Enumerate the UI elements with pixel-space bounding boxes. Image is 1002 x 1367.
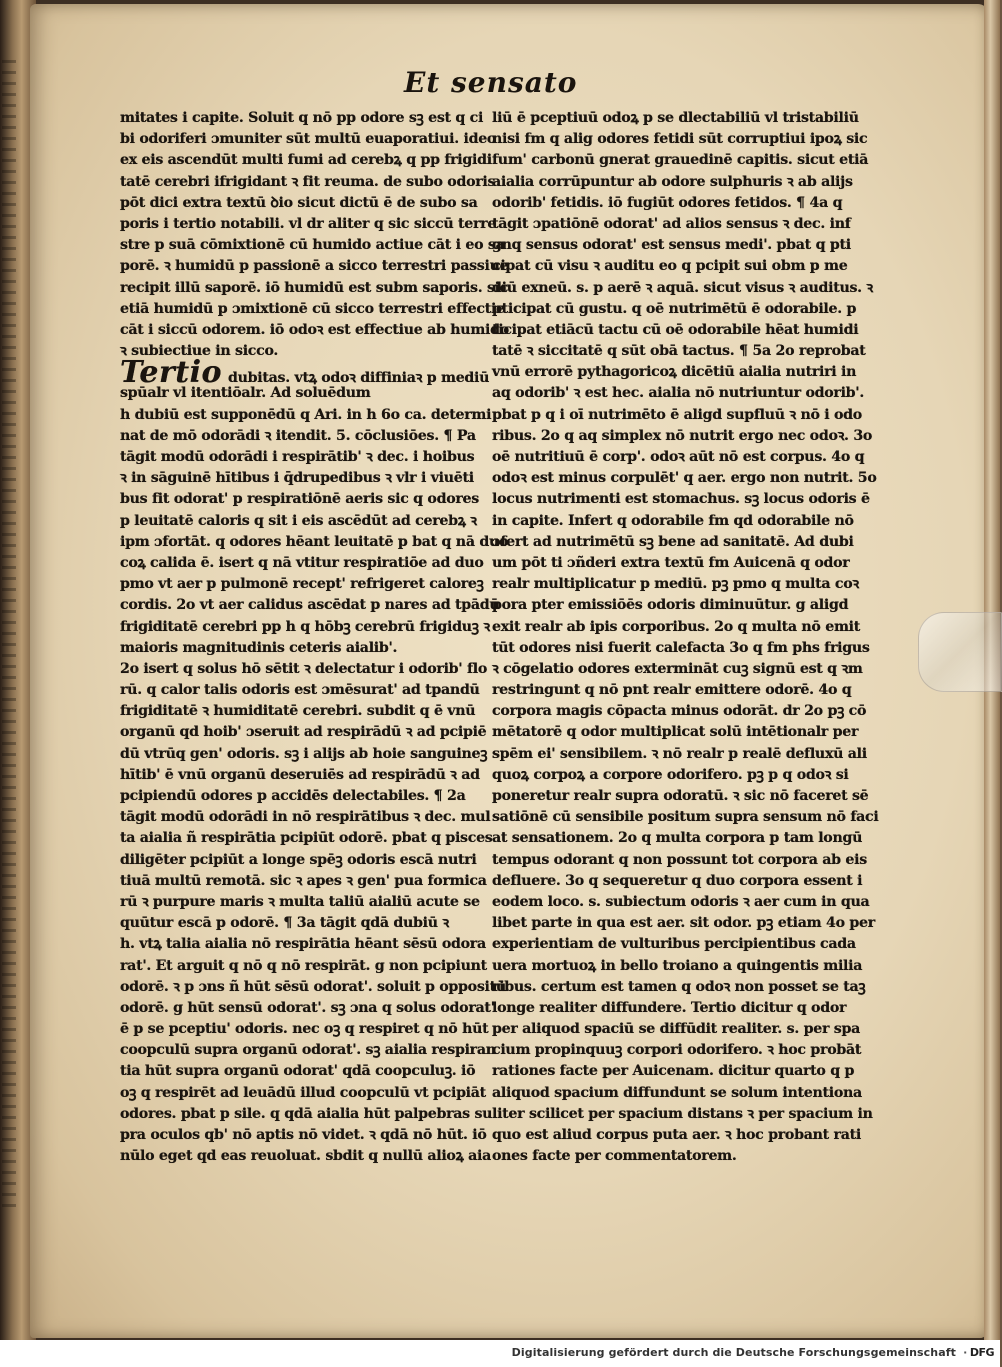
text-line: pticipat cū gustu. q oē nutrimētū ē odorabile. p bbox=[492, 300, 857, 317]
text-line: um pōt ti ɔñderi extra textū fm Auicenā q odor bbox=[492, 554, 850, 571]
text-line: liter scilicet per spacium distans ꝛ per spacium in bbox=[492, 1105, 873, 1122]
text-line: ē p se pceptiu' odoris. nec oꝫ q respiret q nō hūt bbox=[120, 1021, 489, 1038]
text-line: ribus. certum est tamen q odoꝛ non posset se taꝫ bbox=[492, 978, 866, 995]
text-line: ta aialia ñ respirātia pcipiūt odorē. pbat q pisces bbox=[120, 830, 493, 847]
text-line: eodem loco. s. subiectum odoris ꝛ aer cum in qua bbox=[492, 893, 870, 910]
text-line: tāgit modū odorādi i respirātib' ꝛ dec. i hoibus bbox=[120, 449, 475, 465]
text-line: libet parte in qua est aer. sit odor. pꝫ etiam 4o per bbox=[492, 915, 875, 932]
text-line: odores. pbat p sile. q qdā aialia hūt palpebras su bbox=[120, 1105, 493, 1122]
text-line: odorib' fetidis. iō fugiūt odores fetidos. ¶ 4a q bbox=[492, 194, 843, 211]
text-line: per aliquod spaciū se diffūdit realiter. s. per spa bbox=[492, 1021, 860, 1038]
right-text-column bbox=[492, 108, 879, 1167]
text-line: pra oculos qb' nō aptis nō videt. ꝛ qdā nō hūt. iō bbox=[120, 1127, 487, 1143]
text-line bbox=[120, 355, 490, 391]
text-line: ꝛ in sāguinē hītibus i q̄drupedibus ꝛ vlr i viuēti bbox=[120, 470, 474, 487]
text-line: cium propinquuꝫ corpori odorifero. ꝛ hoc probāt bbox=[492, 1042, 862, 1059]
text-line: oē nutritiuū ē corp'. odoꝛ aūt nō est corpus. 4o q bbox=[492, 449, 865, 465]
spine-text-edge bbox=[2, 60, 16, 1210]
text-line: corpora magis cōpacta minus odorāt. dr 2o pꝫ cō bbox=[492, 703, 867, 720]
text-line: rū. q calor talis odoris est ɔmēsurat' ad tpandū bbox=[120, 682, 480, 699]
text-line: pōt dici extra textū ꝺio sicut dictū ē de subo sa bbox=[120, 194, 478, 211]
text-line: pcipiendū odores p accidēs delectabiles. ¶ 2a bbox=[120, 788, 466, 804]
text-line: defluere. 3o q sequeretur q duo corpora essent i bbox=[492, 872, 863, 889]
left-text-column bbox=[120, 108, 509, 1167]
text-line: organū qd hoib' ɔseruit ad respirādū ꝛ ad pcipiē bbox=[120, 724, 487, 741]
text-line: odoꝛ est minus corpulēt' q aer. ergo non nutrit. 5o bbox=[492, 470, 877, 487]
line-text: dubitas. vtꝝ odoꝛ diffiniaꝛ p mediū bbox=[228, 370, 490, 387]
text-line: realr multiplicatur p mediū. pꝫ pmo q multa coꝛ bbox=[492, 576, 859, 593]
text-line: odorē. g hūt sensū odorat'. sꝫ ɔna q solus odorat' bbox=[120, 999, 495, 1016]
text-line: nūlo eget qd eas reuoluat. sbdit q nullū alioꝝ aia bbox=[120, 1148, 492, 1165]
text-line: mitates i capite. Soluit q nō pp odore sꝫ est q ci bbox=[120, 110, 484, 126]
footer-credit: Digitalisierung gefördert durch die Deutsche Forschungsgemeinschaft bbox=[511, 1346, 956, 1359]
text-line: tempus odorant q non possunt tot corpora ab eis bbox=[492, 851, 867, 868]
text-line: aq odorib' ꝛ est hec. aialia nō nutriuntur odorib'. bbox=[492, 385, 864, 402]
text-line: pbat p q i oī nutrimēto ē aligd supfluū ꝛ nō i odo bbox=[492, 406, 862, 423]
text-line: hītib' ē vnū organū deseruiēs ad respirādū ꝛ ad bbox=[120, 766, 480, 783]
text-line: ꝛ subiectiue in sicco. bbox=[120, 343, 279, 360]
text-line: tatē cerebri ifrigidant ꝛ fit reuma. de subo odoris bbox=[120, 173, 496, 190]
text-line: coꝝ calida ē. isert q nā vtitur respiratiōe ad duo bbox=[120, 554, 484, 571]
text-line: cāt i siccū odorem. iō odoꝛ est effectiue ab humido bbox=[120, 321, 509, 338]
text-line: aliquod spacium diffundunt se solum intentiona bbox=[492, 1084, 862, 1101]
text-line: rū ꝛ purpure maris ꝛ multa taliū aialiū acute se bbox=[120, 893, 480, 910]
text-line: diū exneū. s. p aerē ꝛ aquā. sicut visus ꝛ auditus. ꝛ bbox=[492, 279, 873, 296]
text-line: rat'. Et arguit q nō q nō respirāt. g non pcipiunt bbox=[120, 957, 487, 974]
text-line: ɔfert ad nutrimētū sꝫ bene ad sanitatē. Ad dubi bbox=[492, 533, 854, 550]
text-line: gnq sensus odorat' est sensus medi'. pbat q pti bbox=[492, 237, 851, 254]
text-line: porē. ꝛ humidū p passionē a sicco terrestri passiue bbox=[120, 258, 509, 275]
footer-separator: · bbox=[963, 1346, 967, 1359]
text-line: spūalr vl itentiōalr. Ad soluēdum bbox=[120, 385, 371, 402]
text-line: 2o isert q solus hō sētit ꝛ delectatur i odorib' flo bbox=[120, 660, 488, 677]
text-line: quūtur escā p odorē. ¶ 3a tāgit qdā dubiū ꝛ bbox=[120, 915, 449, 932]
text-line: odorē. ꝛ p ɔns ñ hūt sēsū odorat'. soluit p oppositū bbox=[120, 978, 506, 995]
text-line: ones facte per commentatorem. bbox=[492, 1148, 737, 1165]
text-line: pmo vt aer p pulmonē recept' refrigeret caloreꝫ bbox=[120, 576, 484, 593]
text-line: satiōnē cū sensibile positum supra sensum nō faci bbox=[492, 809, 879, 826]
text-line: dū vtrūq gen' odoris. sꝫ i alijs ab hoie sanguineꝫ bbox=[120, 745, 488, 762]
text-line: ticipat etiācū tactu cū oē odorabile hēat humidi bbox=[492, 321, 859, 338]
text-line: spēm ei' sensibilem. ꝛ nō realr p realē defluxū ali bbox=[492, 745, 867, 762]
text-line: nat de mō odorādi ꝛ itendit. 5. cōclusiōes. ¶ Pa bbox=[120, 427, 476, 444]
text-line: tāgit ɔpatiōnē odorat' ad alios sensus ꝛ dec. inf bbox=[492, 215, 851, 232]
text-line: stre p suā cōmixtionē cū humido actiue cāt i eo sa bbox=[120, 237, 505, 254]
text-line: vnū errorē pythagoricoꝝ dicētiū aialia nutriri in bbox=[492, 364, 857, 381]
text-line: oꝫ q respirēt ad leuādū illud coopculū vt pcipiāt bbox=[120, 1084, 486, 1101]
text-line: etiā humidū p ɔmixtionē cū sicco terrestri effectie bbox=[120, 300, 505, 317]
text-line: poris i tertio notabili. vl dr aliter q sic siccū terre bbox=[120, 215, 497, 232]
text-line: cordis. 2o vt aer calidus ascēdat p nares ad tpādū bbox=[120, 597, 500, 614]
text-line: locus nutrimenti est stomachus. sꝫ locus odoris ē bbox=[492, 491, 870, 508]
text-line: mētatorē q odor multiplicat solū intētionalr per bbox=[492, 724, 859, 741]
text-line: bi odoriferi ɔmuniter sūt multū euaporatiui. ideo bbox=[120, 131, 497, 148]
text-line: frigiditatē ꝛ humiditatē cerebri. subdit q ē vnū bbox=[120, 703, 476, 720]
dfg-logo-text: DFG bbox=[969, 1346, 994, 1359]
text-line: experientiam de vulturibus percipientibus cada bbox=[492, 936, 856, 953]
text-line: tatē ꝛ siccitatē q sūt obā tactus. ¶ 5a 2o reprobat bbox=[492, 343, 866, 360]
text-line: exit realr ab ipis corporibus. 2o q multa nō emit bbox=[492, 618, 861, 635]
text-line: fum' carbonū gnerat grauedinē capitis. sicut etiā bbox=[492, 152, 869, 169]
text-line: h. vtꝝ talia aialia nō respirātia hēant sēsū odora bbox=[120, 936, 486, 953]
text-line: tiuā multū remotā. sic ꝛ apes ꝛ gen' pua formica bbox=[120, 872, 487, 889]
text-line: tāgit modū odorādi in nō respirātibus ꝛ dec. mul bbox=[120, 809, 491, 826]
text-line: pora pter emissiōēs odoris diminuūtur. g aligd bbox=[492, 597, 849, 614]
text-line: nisi fm q alig odores fetidi sūt corruptiui ipoꝝ sic bbox=[492, 131, 868, 148]
text-line: in capite. Infert q odorabile fm qd odorabile nō bbox=[492, 512, 854, 529]
text-line: ribus. 2o q aq simplex nō nutrit ergo nec odoꝛ. 3o bbox=[492, 427, 873, 444]
text-line: poneretur realr supra odoratū. ꝛ sic nō faceret sē bbox=[492, 788, 869, 804]
footer-bar bbox=[0, 1340, 1000, 1367]
text-line: tūt odores nisi fuerit calefacta 3o q fm phs frigus bbox=[492, 639, 870, 656]
text-line: restringunt q nō pnt realr emittere odorē. 4o q bbox=[492, 682, 852, 699]
text-line: liū ē pceptiuū odoꝝ p se dlectabiliū vl tristabiliū bbox=[492, 110, 859, 126]
text-line: ꝛ cōgelatio odores extermināt cuꝫ signū est q ꝛm bbox=[492, 660, 863, 677]
initial-word: Tertio bbox=[120, 355, 223, 391]
text-line: diligēter pcipiūt a longe spēꝫ odoris escā nutri bbox=[120, 851, 477, 868]
text-line: aialia corrūpuntur ab odore sulphuris ꝛ ab alijs bbox=[492, 173, 853, 190]
text-line: ex eis ascendūt multi fumi ad cerebꝝ q pp frigidi bbox=[120, 152, 492, 169]
text-line: coopculū supra organū odorat'. sꝫ aialia respiran bbox=[120, 1042, 496, 1059]
text-line: longe realiter diffundere. Tertio dicitur q odor bbox=[492, 999, 847, 1016]
text-line: frigiditatē cerebri pp h q hōbꝫ cerebrū frigiduꝫ ꝛ bbox=[120, 618, 490, 635]
text-line: bus fit odorat' p respiratiōnē aeris sic q odores bbox=[120, 491, 479, 508]
text-line: at sensationem. 2o q multa corpora p tam longū bbox=[492, 830, 863, 847]
text-line: ipm ɔfortāt. q odores hēant leuitatē p bat q nā duo bbox=[120, 533, 509, 550]
text-line: h dubiū est supponēdū q Ari. in h 6o ca. determi bbox=[120, 406, 492, 423]
text-line: tia hūt supra organū odorat' qdā coopculuꝫ. iō bbox=[120, 1063, 476, 1080]
text-line: p leuitatē caloris q sit i eis ascēdūt ad cerebꝝ ꝛ bbox=[120, 512, 477, 529]
text-line: rationes facte per Auicenam. dicitur quarto q p bbox=[492, 1063, 855, 1080]
text-line: quoꝝ corpoꝝ a corpore odorifero. pꝫ p q odoꝛ si bbox=[492, 766, 849, 783]
page-clip bbox=[918, 612, 1002, 692]
text-line: cipat cū visu ꝛ auditu eo q pcipit sui obm p me bbox=[492, 258, 848, 275]
running-head: Et sensato bbox=[404, 66, 578, 99]
text-line: maioris magnitudinis ceteris aialib'. bbox=[120, 639, 398, 656]
text-line: recipit illū saporē. iō humidū est subm saporis. sic bbox=[120, 279, 509, 296]
dfg-logo bbox=[963, 1346, 994, 1359]
text-line: quo est aliud corpus puta aer. ꝛ hoc probant rati bbox=[492, 1127, 861, 1143]
text-line: uera mortuoꝝ in bello troiano a quingentis milia bbox=[492, 957, 863, 974]
